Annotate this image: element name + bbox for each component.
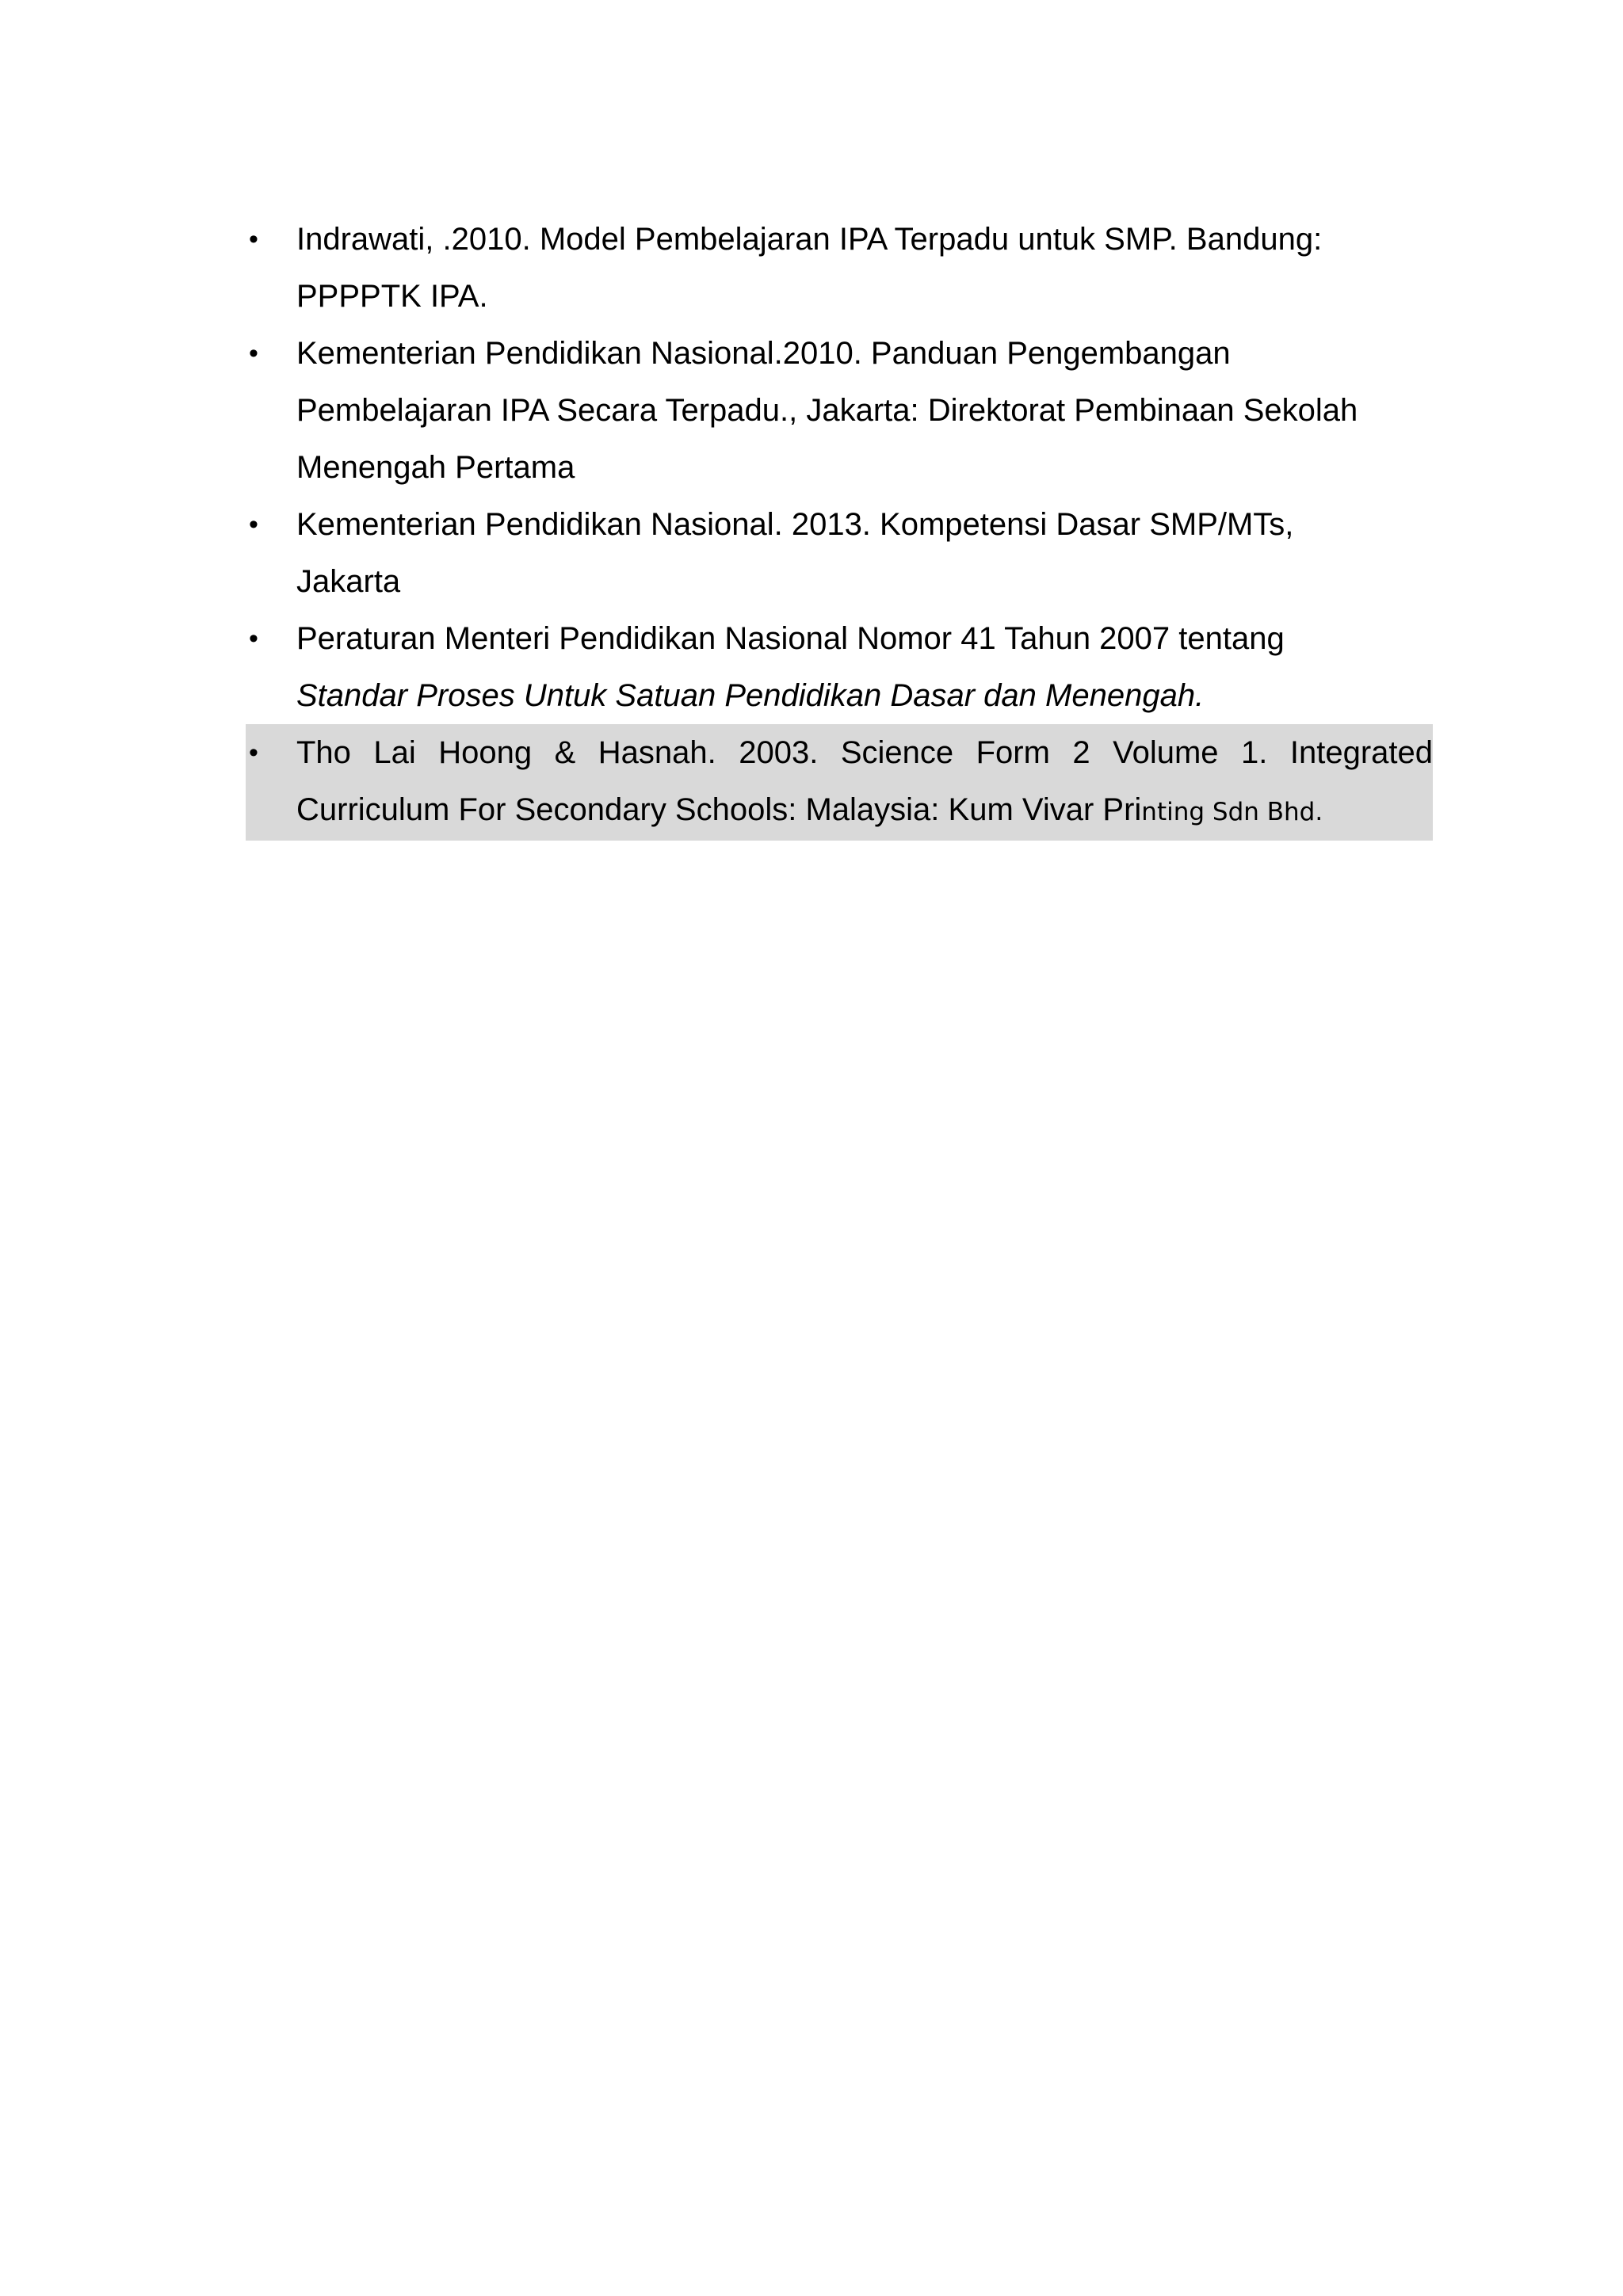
reference-line: Kementerian Pendidikan Nasional.2010. Panduan Pengembangan xyxy=(296,336,1231,371)
reference-line: Menengah Pertama xyxy=(296,450,575,485)
reference-text: Tho Lai Hoong & Hasnah. 2003. Science Form 2 Volume 1. Integrated Curriculum For Secondary Schools: Malaysia: Kum Vivar Pri xyxy=(296,735,1433,827)
reference-line: PPPPTK IPA. xyxy=(296,279,488,314)
reference-line: Pembelajaran IPA Secara Terpadu., Jakarta: Direktorat Pembinaan Sekolah xyxy=(296,393,1358,428)
bullet-icon: • xyxy=(249,224,258,254)
reference-item-tho-lai-hoong xyxy=(246,724,1433,841)
bullet-icon: • xyxy=(249,509,258,540)
bullet-icon: • xyxy=(249,338,258,368)
reference-title-italic: Standar Proses Untuk Satuan Pendidikan Dasar dan Menengah. xyxy=(296,678,1205,713)
reference-item-kemendiknas-2013 xyxy=(246,496,1433,610)
reference-line: Kementerian Pendidikan Nasional. 2013. Kompetensi Dasar SMP/MTs, xyxy=(296,507,1294,542)
reference-list xyxy=(246,211,1433,841)
reference-line: Jakarta xyxy=(296,564,401,599)
reference-line: Peraturan Menteri Pendidikan Nasional Nomor 41 Tahun 2007 tentang xyxy=(296,621,1285,656)
reference-item-permendiknas-41 xyxy=(246,610,1433,724)
bullet-icon: • xyxy=(249,624,258,654)
reference-item-kemendiknas-2010 xyxy=(246,325,1433,496)
reference-item-indrawati xyxy=(246,211,1433,325)
reference-text-tail: nting Sdn Bhd. xyxy=(1141,798,1323,826)
reference-line: Indrawati, .2010. Model Pembelajaran IPA Terpadu untuk SMP. Bandung: xyxy=(296,222,1323,257)
bullet-icon: • xyxy=(249,738,258,768)
